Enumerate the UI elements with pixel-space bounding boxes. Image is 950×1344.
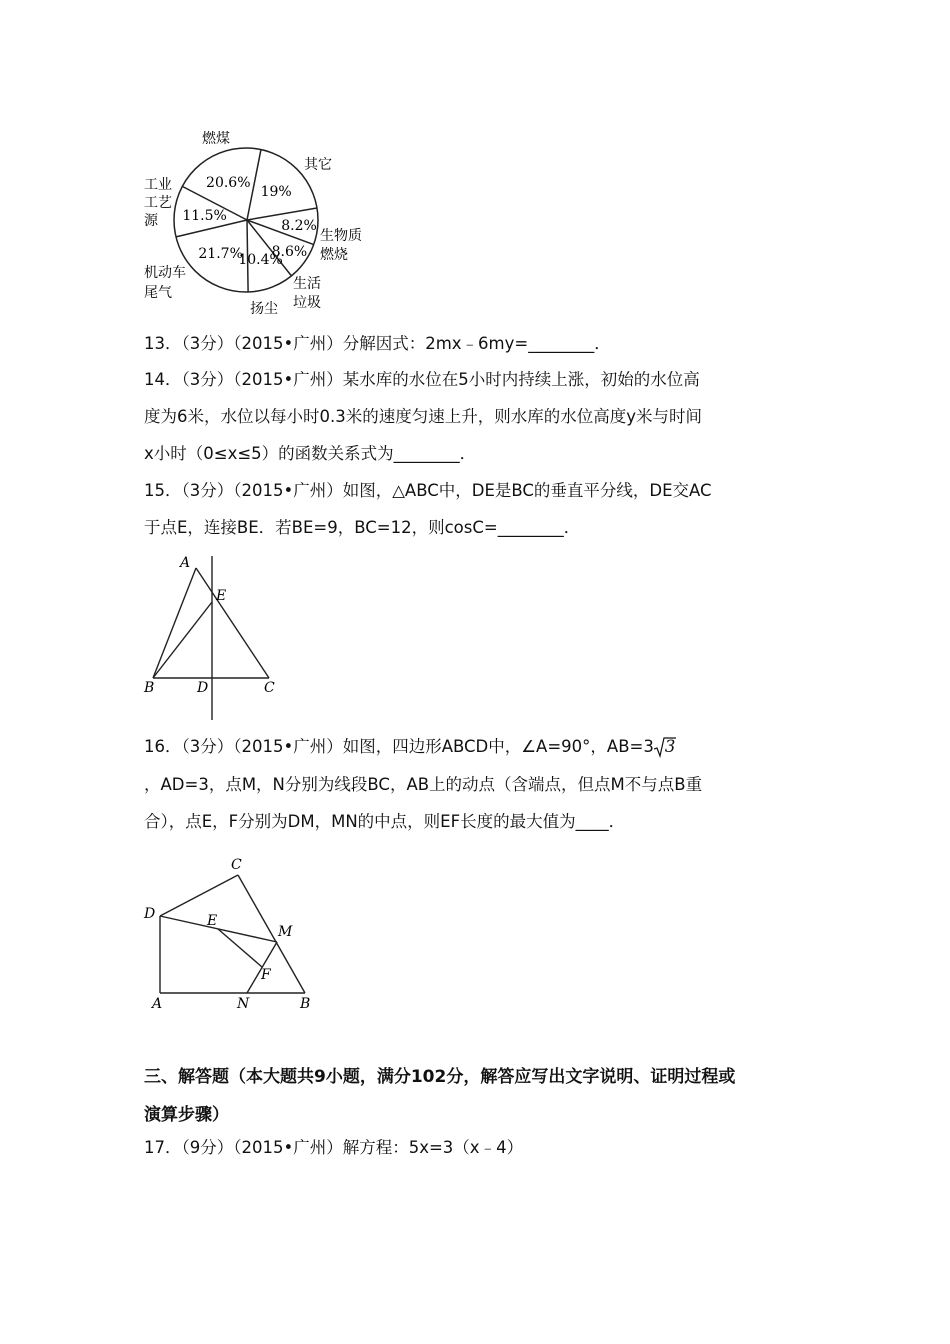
sqrt-symbol bbox=[654, 736, 676, 758]
pie-label-biomass-2: 燃烧 bbox=[320, 247, 348, 263]
q15-label-a: A bbox=[180, 555, 191, 571]
q16-line-1 bbox=[144, 736, 675, 758]
q16-quadrilateral-figure bbox=[140, 852, 330, 1017]
pie-label-other: 其它 bbox=[304, 157, 332, 173]
q16-line-3: 合），点E，F分别为DM，MN的中点，则EF长度的最大值为____． bbox=[144, 812, 626, 831]
segment-be bbox=[153, 602, 212, 678]
segment-ab bbox=[153, 568, 196, 678]
pie-label-industry-1: 工业 bbox=[144, 177, 172, 193]
pie-label-vehicle-1: 机动车 bbox=[144, 265, 186, 281]
section-3-heading-line-1: 三、解答题（本大题共9小题，满分102分，解答应写出文字说明、证明过程或 bbox=[144, 1067, 736, 1087]
pie-label-garbage-1: 生活 bbox=[293, 276, 321, 292]
q16-label-f: F bbox=[261, 967, 271, 983]
pie-label-industry-2: 工艺 bbox=[144, 195, 172, 211]
section-3-heading-line-2: 演算步骤） bbox=[144, 1105, 229, 1125]
pie-percent-label-0: 19% bbox=[260, 184, 292, 201]
q14-line-3: x小时（0≤x≤5）的函数关系式为________． bbox=[144, 444, 477, 463]
q16-label-n: N bbox=[237, 996, 250, 1012]
q15-line-1: 15．（3分）（2015•广州）如图，△ABC中，DE是BC的垂直平分线，DE交AC bbox=[144, 481, 712, 500]
pie-percent-label-6: 20.6% bbox=[206, 175, 251, 192]
q13-line-1: 13．（3分）（2015•广州）分解因式：2mx﹣6my=________． bbox=[144, 334, 611, 353]
q14-line-2: 度为6米，水位以每小时0.3米的速度匀速上升，则水库的水位高度y米与时间 bbox=[144, 407, 703, 426]
q16-label-a: A bbox=[152, 996, 163, 1012]
pie-percent-label-4: 21.7% bbox=[198, 246, 243, 263]
pie-chart bbox=[130, 125, 370, 320]
q16-label-b: B bbox=[300, 996, 311, 1012]
pie-percent-label-2: 8.6% bbox=[271, 243, 308, 260]
segment-cd bbox=[160, 875, 238, 916]
pie-percent-label-1: 8.2% bbox=[281, 217, 317, 234]
pie-label-biomass-1: 生物质 bbox=[320, 228, 362, 244]
segment-ef bbox=[218, 929, 262, 967]
segment-ac bbox=[196, 568, 269, 678]
pie-label-coal: 燃煤 bbox=[202, 131, 230, 147]
segment-bc bbox=[238, 875, 305, 993]
pie-label-industry-3: 源 bbox=[144, 213, 158, 229]
q15-triangle-figure bbox=[140, 552, 290, 724]
q15-line-2: 于点E，连接BE．若BE=9，BC=12，则cosC=________． bbox=[144, 518, 581, 537]
q15-label-e: E bbox=[216, 588, 227, 604]
pie-percent-label-3: 10.4% bbox=[238, 252, 283, 269]
q15-label-b: B bbox=[144, 680, 155, 696]
q16-line-2: ，AD=3，点M，N分别为线段BC，AB上的动点（含端点，但点M不与点B重 bbox=[144, 775, 703, 794]
q15-label-c: C bbox=[264, 680, 275, 696]
pie-label-vehicle-2: 尾气 bbox=[144, 285, 172, 301]
q15-label-d: D bbox=[197, 680, 209, 696]
q16-line-1-text: 16．（3分）（2015•广州）如图，四边形ABCD中，∠A=90°，AB=3 bbox=[144, 737, 654, 756]
pie-percent-label-5: 11.5% bbox=[182, 207, 227, 224]
q16-label-m: M bbox=[278, 924, 293, 940]
sqrt-radicand: 3 bbox=[664, 737, 676, 756]
q17-line-1: 17．（9分）（2015•广州）解方程：5x=3（x﹣4） bbox=[144, 1138, 524, 1157]
q16-label-d: D bbox=[144, 906, 156, 922]
pie-label-dust: 扬尘 bbox=[250, 301, 278, 317]
q14-line-1: 14．（3分）（2015•广州）某水库的水位在5小时内持续上涨，初始的水位高 bbox=[144, 370, 700, 389]
q16-label-e: E bbox=[207, 913, 218, 929]
pie-label-garbage-2: 垃圾 bbox=[293, 295, 321, 311]
q16-label-c: C bbox=[231, 857, 242, 873]
